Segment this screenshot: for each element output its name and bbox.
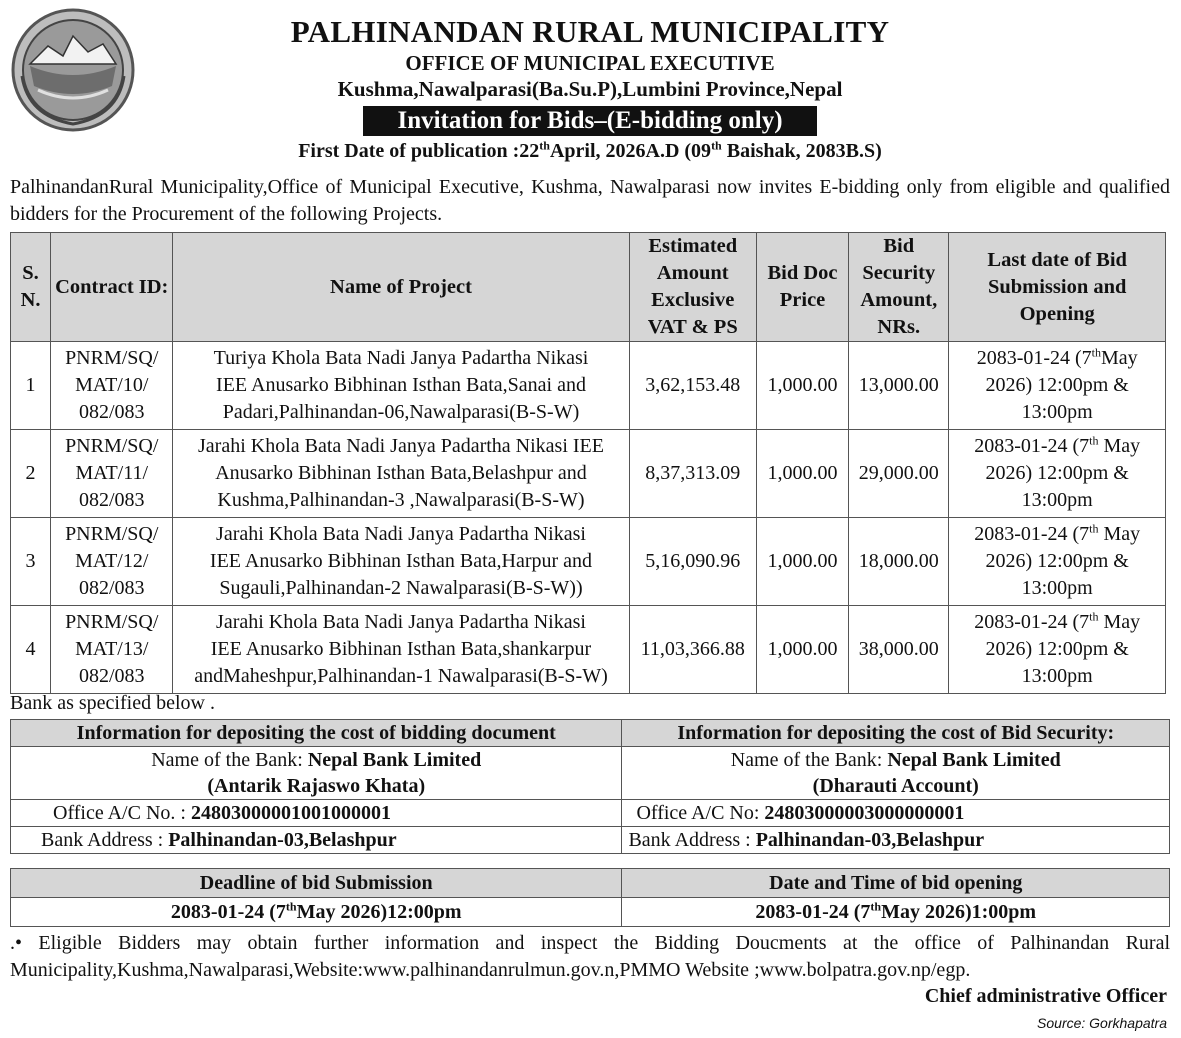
projects-table (10, 232, 1166, 694)
bank-left-name: Name of the Bank: Nepal Bank Limited (Antarik Rajaswo Khata) (11, 747, 622, 800)
table-row (11, 430, 1166, 518)
bank-left-header: Information for depositing the cost of bidding document (11, 720, 622, 747)
cell-project-name: Jarahi Khola Bata Nadi Janya Padartha Nikasi IEE Anusarko Bibhinan Isthan Bata,shankarpur andMaheshpur,Palhinandan-1 Nawalparasi(B-S-W) (173, 606, 629, 694)
publication-date: First Date of publication :22thApril, 2026A.D (09th Baishak, 2083B.S) (298, 138, 882, 162)
cell-sn: 2 (11, 430, 51, 518)
bank-info-table (10, 719, 1170, 854)
cell-project-name: Turiya Khola Bata Nadi Janya Padartha Nikasi IEE Anusarko Bibhinan Isthan Bata,Sanai and Padari,Palhinandan-06,Nawalparasi(B-S-W) (173, 342, 629, 430)
bank-right-address: Bank Address : Palhinandan-03,Belashpur (622, 827, 1170, 854)
cell-project-name: Jarahi Khola Bata Nadi Janya Padartha Nikasi IEE Anusarko Bibhinan Isthan Bata,Harpur and Sugauli,Palhinandan-2 Nawalparasi(B-S-W)) (173, 518, 629, 606)
cell-security: 38,000.00 (849, 606, 949, 694)
cell-contract: PNRM/SQ/ MAT/12/ 082/083 (51, 518, 173, 606)
table-header-row (11, 233, 1166, 342)
cell-contract: PNRM/SQ/ MAT/10/ 082/083 (51, 342, 173, 430)
signatory: Chief administrative Officer (924, 985, 1167, 1007)
cell-sn: 1 (11, 342, 51, 430)
deadline-submission-header: Deadline of bid Submission (11, 869, 622, 898)
cell-estimate: 11,03,366.88 (629, 606, 756, 694)
eligibility-paragraph: .• Eligible Bidders may obtain further information and inspect the Bidding Doucments at the office of Palhinandan Rural Municipality,Kushma,Nawalparasi,Website:www.palhinandanrulmun.gov.n,PMMO Website ;www.bolpatra.gov.np/egp. (10, 932, 1170, 981)
bank-note: Bank as specified below . (10, 692, 215, 714)
org-name: PALHINANDAN RURAL MUNICIPALITY (290, 14, 890, 49)
source-credit: Source: Gorkhapatra (1037, 1015, 1167, 1031)
table-row (11, 518, 1166, 606)
cell-lastdate: 2083-01-24 (7th May 2026) 12:00pm & 13:00pm (949, 518, 1166, 606)
col-header-lastdate: Last date of Bid Submission and Opening (949, 233, 1166, 342)
cell-project-name: Jarahi Khola Bata Nadi Janya Padartha Nikasi IEE Anusarko Bibhinan Isthan Bata,Belashpur and Kushma,Palhinandan-3 ,Nawalparasi(B-S-W) (173, 430, 629, 518)
notice-title: Invitation for Bids–(E-bidding only) (363, 106, 816, 136)
col-header-docprice: Bid Doc Price (756, 233, 848, 342)
bank-right-account: Office A/C No: 24803000003000000001 (622, 800, 1170, 827)
cell-docprice: 1,000.00 (756, 430, 848, 518)
bank-left-account: Office A/C No. : 24803000001001000001 (11, 800, 622, 827)
cell-docprice: 1,000.00 (756, 342, 848, 430)
cell-lastdate: 2083-01-24 (7th May 2026) 12:00pm & 13:00pm (949, 606, 1166, 694)
deadline-table (10, 868, 1170, 927)
cell-docprice: 1,000.00 (756, 606, 848, 694)
municipality-emblem (8, 6, 138, 134)
cell-security: 13,000.00 (849, 342, 949, 430)
bank-right-header: Information for depositing the cost of Bid Security: (622, 720, 1170, 747)
cell-security: 29,000.00 (849, 430, 949, 518)
org-address: Kushma,Nawalparasi(Ba.Su.P),Lumbini Province,Nepal (337, 77, 843, 101)
cell-lastdate: 2083-01-24 (7th May 2026) 12:00pm & 13:00pm (949, 430, 1166, 518)
cell-contract: PNRM/SQ/ MAT/11/ 082/083 (51, 430, 173, 518)
cell-estimate: 3,62,153.48 (629, 342, 756, 430)
cell-security: 18,000.00 (849, 518, 949, 606)
cell-estimate: 8,37,313.09 (629, 430, 756, 518)
notice-header (150, 14, 1030, 164)
table-row (11, 606, 1166, 694)
col-header-name: Name of Project (173, 233, 629, 342)
cell-sn: 3 (11, 518, 51, 606)
cell-estimate: 5,16,090.96 (629, 518, 756, 606)
cell-docprice: 1,000.00 (756, 518, 848, 606)
deadline-submission-value: 2083-01-24 (7thMay 2026)12:00pm (11, 898, 622, 927)
cell-contract: PNRM/SQ/ MAT/13/ 082/083 (51, 606, 173, 694)
bank-right-name: Name of the Bank: Nepal Bank Limited (Dharauti Account) (622, 747, 1170, 800)
cell-lastdate: 2083-01-24 (7thMay 2026) 12:00pm & 13:00pm (949, 342, 1166, 430)
cell-sn: 4 (11, 606, 51, 694)
table-row (11, 342, 1166, 430)
col-header-estimate: Estimated Amount Exclusive VAT & PS (629, 233, 756, 342)
col-header-security: Bid Security Amount, NRs. (849, 233, 949, 342)
office-name: OFFICE OF MUNICIPAL EXECUTIVE (405, 51, 775, 75)
col-header-sn: S. N. (11, 233, 51, 342)
intro-paragraph: PalhinandanRural Municipality,Office of Municipal Executive, Kushma, Nawalparasi now invites E-bidding only from eligible and qualified bidders for the Procurement of the following Projects. (10, 176, 1170, 225)
bank-left-address: Bank Address : Palhinandan-03,Belashpur (11, 827, 622, 854)
deadline-opening-value: 2083-01-24 (7thMay 2026)1:00pm (622, 898, 1170, 927)
deadline-opening-header: Date and Time of bid opening (622, 869, 1170, 898)
col-header-contract: Contract ID: (51, 233, 173, 342)
